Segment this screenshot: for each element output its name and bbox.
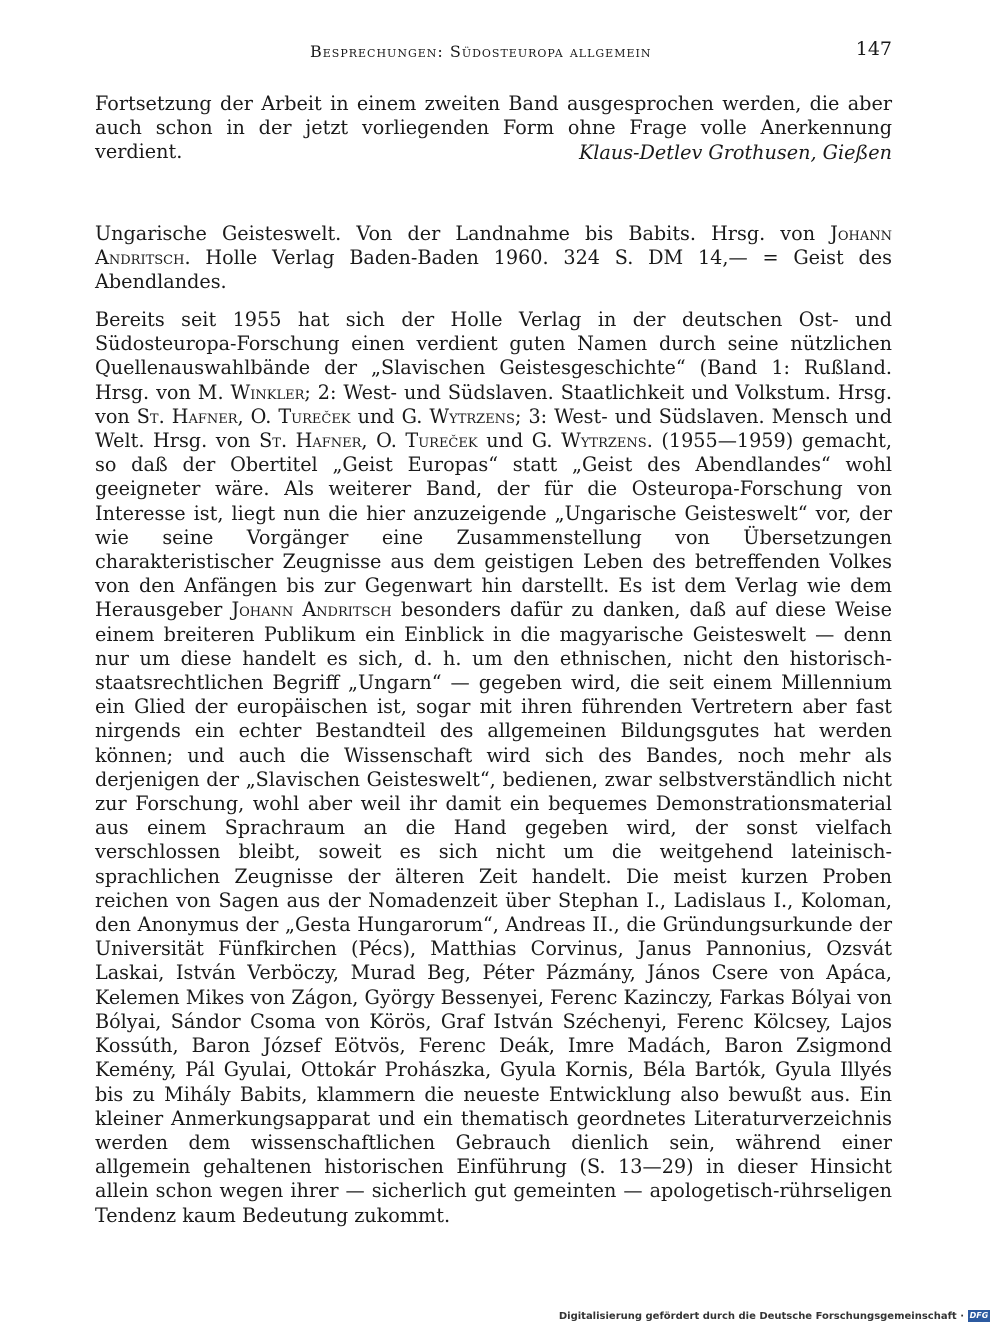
body-text: ; 3: West- und Südslaven. Mensch und Welt. Hrsg. von <box>95 404 892 453</box>
author-name: St. Hafner, O. Tureček <box>136 404 351 428</box>
continuation-text: Fortsetzung der Arbeit in einem zweiten Band ausgesprochen werden, die aber auch schon in der jetzt vorliegenden Form ohne Frage volle Anerkennung verdient. <box>95 92 892 164</box>
body-text: . (1955—1959) gemacht, so daß der Obertitel „Geist Europas“ statt „Geist des Abendlandes“ wohl geeigneter wäre. Als weiterer Band, der für die Osteuropa-Forschung von Interesse ist, liegt nun die hier anzuzeigende „Ungarische Geisteswelt“ vor, der wie seine Vorgänger eine Zusammenstellung von Übersetzungen charakteristischer Zeugnisse aus dem geistigen Leben des betreffenden Volkes von den Anfängen bis zur Gegenwart hin darstellt. Es ist dem Verlag wie dem Herausgeber <box>95 429 892 622</box>
body-text: besonders dafür zu danken, daß auf diese Weise einem breiteren Publikum ein Einblick in die magyarische Geisteswelt — denn nur um diese handelt es sich, d. h. um den ethnischen, nicht den historisch-staatsrechtlichen Begriff „Ungarn“ — gegeben wird, die seit einem Millennium ein Glied der europäischen ist, sogar mit ihren führenden Vertretern aber fast nirgends ein echter Bestandteil des allgemeinen Bildungsgutes hat werden können; und auch die Wissenschaft wird sich des Bandes, noch mehr als derjenigen der „Slavischen Geisteswelt“, bedienen, zwar selbstverständlich nicht zur Forschung, wohl aber weil ihr damit ein bequemes Demonstrationsmaterial aus einem Sprachraum an die Hand gegeben wird, der sonst vielfach verschlossen bleibt, soweit es sich nicht um die weitgehend lateinisch-sprachlichen Zeugnisse der älteren Zeit handelt. Die meist kurzen Proben reichen von Sagen aus der Nomadenzeit über Stephan I., Ladislaus I., Koloman, den Anonymus der „Gesta Hungarorum“, Andreas II., die Gründungsurkunde der Universität Fünfkirchen (Pécs), Matthias Corvinus, Janus Pannonius, Ozsvát Laskai, István Verböczy, Murad Beg, Péter Pázmány, János Csere von Apáca, Kelemen Mikes von Zágon, György Bessenyei, Ferenc Kazinczy, Farkas Bólyai von Bólyai, Sándor Csoma von Körös, Graf István Széchenyi, Ferenc Kölcsey, Lajos Kossúth, Baron József Eötvös, Ferenc Deák, Imre Madách, Baron Zsigmond Kemény, Pál Gyulai, Ottokár Prohászka, Gyula Kornis, Béla Bartók, Gyula Illyés bis zu Mihály Babits, klammern die neueste Entwicklung also bewußt aus. Ein kleiner Anmerkungsapparat und ein thematisch geordnetes Literaturverzeichnis werden dem wissenschaftlichen Gebrauch dienlich sein, während einer allgemein gehaltenen historischen Einführung (S. 13—29) in dieser Hinsicht allein schon wegen ihrer — sicherlich gut gemeinten — apologetisch-rührseligen Tendenz kaum Bedeutung zukommt. <box>95 598 892 1227</box>
running-head: Besprechungen: Südosteuropa allgemein <box>310 42 652 61</box>
author-name: Johann Andritsch <box>231 598 392 622</box>
body-text: ; 2: West- und Südslaven. Staatlichkeit und Volkstum. Hrsg. von <box>95 380 892 428</box>
body-text: und <box>357 404 395 428</box>
page-header <box>95 38 892 64</box>
book-details: . Holle Verlag Baden-Baden 1960. 324 S. DM 14,— = Geist des Abendlandes. <box>95 246 892 294</box>
reviewer-signature: Klaus-Detlev Grothusen, Gießen <box>578 140 892 164</box>
review-bibliography <box>95 222 892 295</box>
footer-text: Digitalisierung gefördert durch die Deutsche Forschungsgemeinschaft · <box>558 1310 964 1322</box>
book-title: Ungarische Geisteswelt. Von der Landnahme bis Babits. Hrsg. von <box>95 222 816 245</box>
review-body <box>95 308 892 1228</box>
author-name: St. Hafner, O. Tureček <box>259 429 478 453</box>
book-editor: Johann Andritsch <box>95 222 892 270</box>
author-name: G. Wytrzens <box>401 404 515 428</box>
author-name: Winkler <box>230 380 305 404</box>
dfg-logo-icon: DFG <box>969 1311 989 1320</box>
body-text: und <box>486 429 524 453</box>
body-text: Bereits seit 1955 hat sich der Holle Verlag in der deutschen Ost- und Südosteuropa-Forschung einen verdient guten Namen durch seine nützlichen Quellenauswahlbände der „Slavischen Geistesgeschichte“ (Band 1: Rußland. Hrsg. von M. <box>95 308 892 404</box>
author-name: G. Wytrzens <box>531 429 647 453</box>
page-number: 147 <box>855 38 892 60</box>
digitization-footer <box>559 1310 990 1322</box>
previous-review-continuation <box>95 92 892 165</box>
